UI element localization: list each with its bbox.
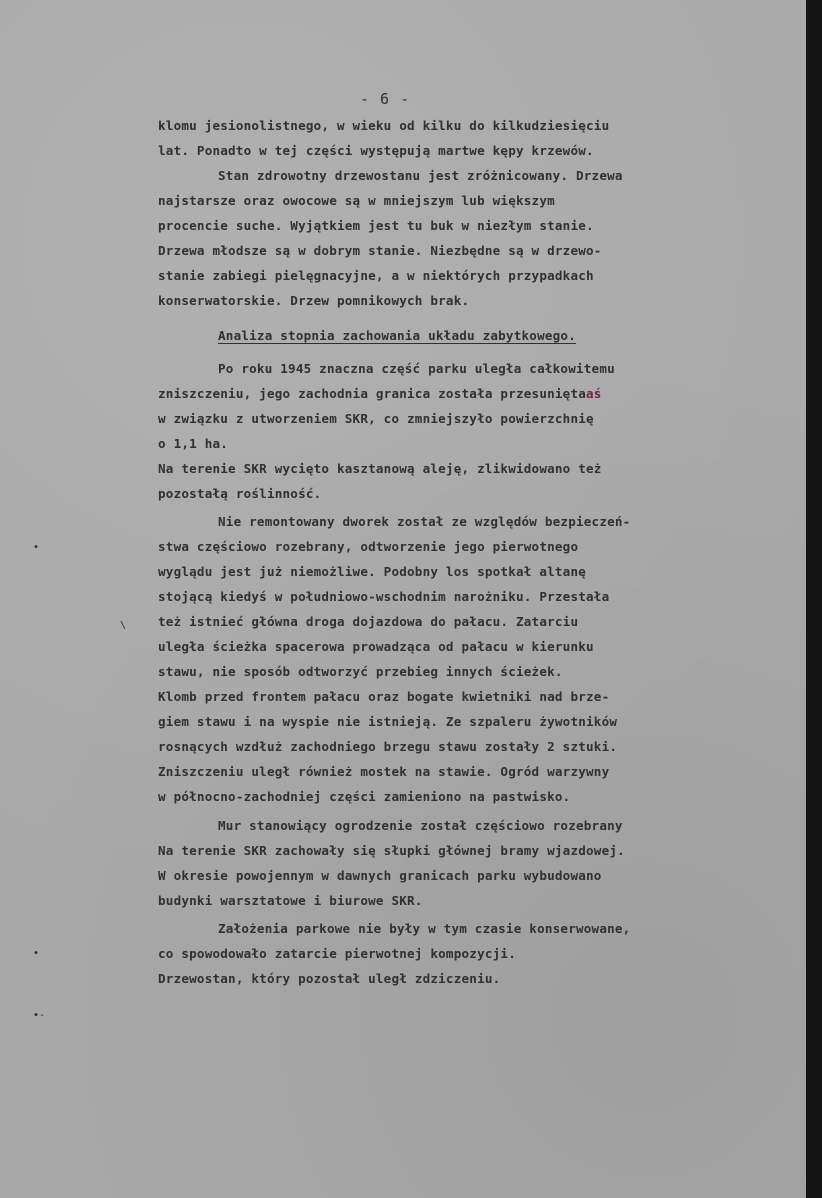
text-line: lat. Ponadto w tej części występują martwe kępy krzewów.	[158, 143, 594, 158]
text-line: co spowodowało zatarcie pierwotnej kompozycji.	[158, 946, 516, 961]
margin-dot: •	[33, 948, 40, 959]
text-line: rosnących wzdłuż zachodniego brzegu stawu zostały 2 sztuki.	[158, 739, 618, 754]
text-line: Zniszczeniu uległ również mostek na stawie. Ogród warzywny	[158, 764, 610, 779]
handwritten-annotation: aś	[586, 386, 602, 401]
text-line: giem stawu i na wyspie nie istnieją. Ze szpaleru żywotników	[158, 714, 618, 729]
text-line: pozostałą roślinność.	[158, 486, 322, 501]
page-number: - 6 -	[360, 90, 411, 108]
margin-dash: •-	[33, 1010, 46, 1021]
text-line: stojącą kiedyś w południowo-wschodnim narożniku. Przestała	[158, 589, 610, 604]
text-line: konserwatorskie. Drzew pomnikowych brak.	[158, 293, 470, 308]
text-line: też istnieć główna droga dojazdowa do pałacu. Zatarciu	[158, 614, 579, 629]
text-line: Nie remontowany dworek został ze względów bezpieczeń-	[218, 514, 631, 529]
text-line: budynki warsztatowe i biurowe SKR.	[158, 893, 423, 908]
text-line: stwa częściowo rozebrany, odtworzenie jego pierwotnego	[158, 539, 579, 554]
text-line: Na terenie SKR wycięto kasztanową aleję, zlikwidowano też	[158, 461, 602, 476]
text-line: Stan zdrowotny drzewostanu jest zróżnicowany. Drzewa	[218, 168, 623, 183]
text-line: stawu, nie sposób odtworzyć przebieg innych ścieżek.	[158, 664, 563, 679]
text-line: o 1,1 ha.	[158, 436, 229, 451]
text-line: w związku z utworzeniem SKR, co zmniejszyło powierzchnię	[158, 411, 594, 426]
text-line: Drzewostan, który pozostał uległ zdziczeniu.	[158, 971, 501, 986]
text-line: Drzewa młodsze są w dobrym stanie. Niezbędne są w drzewo-	[158, 243, 602, 258]
section-heading: Analiza stopnia zachowania układu zabytkowego.	[218, 328, 576, 343]
text-line: zniszczeniu, jego zachodnia granica została przesuniętaaś	[158, 386, 602, 401]
text-line: stanie zabiegi pielęgnacyjne, a w niektórych przypadkach	[158, 268, 594, 283]
text-line: Na terenie SKR zachowały się słupki głównej bramy wjazdowej.	[158, 843, 625, 858]
text-line: klomu jesionolistnego, w wieku od kilku do kilkudziesięciu	[158, 118, 610, 133]
text-line: wyglądu jest już niemożliwe. Podobny los spotkał altanę	[158, 564, 587, 579]
text-line: W okresie powojennym w dawnych granicach parku wybudowano	[158, 868, 602, 883]
text-line: uległa ścieżka spacerowa prowadząca od pałacu w kierunku	[158, 639, 594, 654]
text-line: procencie suche. Wyjątkiem jest tu buk w niezłym stanie.	[158, 218, 594, 233]
text-line: Założenia parkowe nie były w tym czasie konserwowane,	[218, 921, 631, 936]
text-line: Klomb przed frontem pałacu oraz bogate kwietniki nad brze-	[158, 689, 610, 704]
margin-dot: •	[33, 542, 40, 553]
text-line: najstarsze oraz owocowe są w mniejszym lub większym	[158, 193, 555, 208]
scan-edge	[806, 0, 822, 1198]
text-line: Mur stanowiący ogrodzenie został częściowo rozebrany	[218, 818, 623, 833]
text-line: w północno-zachodniej części zamieniono na pastwisko.	[158, 789, 571, 804]
margin-tick: \	[120, 620, 127, 631]
text-line: Po roku 1945 znaczna część parku uległa całkowitemu	[218, 361, 615, 376]
